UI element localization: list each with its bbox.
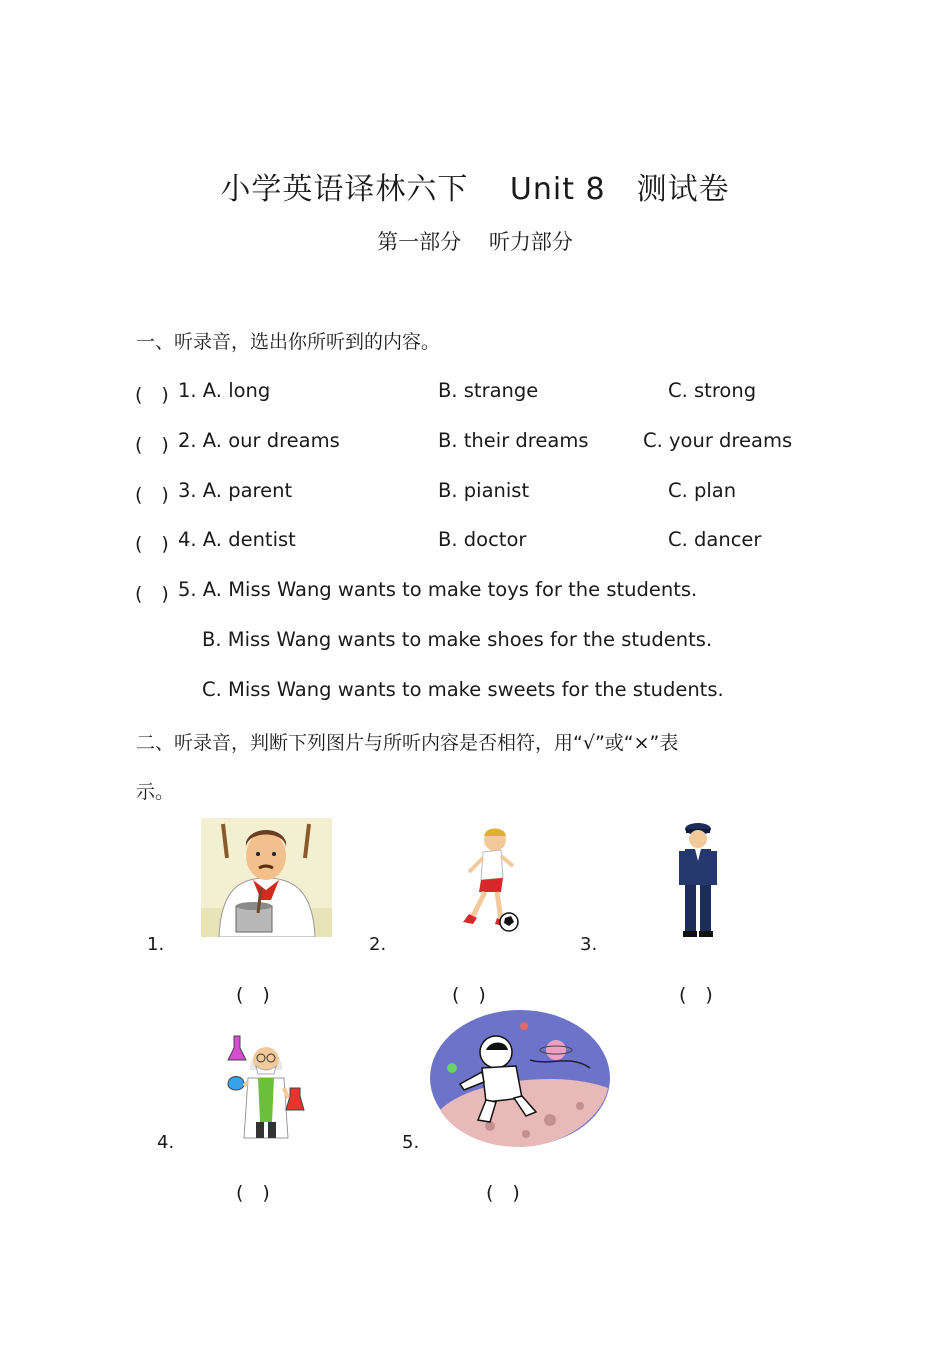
picture-3-number: 3.: [580, 934, 598, 955]
page-subtitle: 第一部分 听力部分: [377, 230, 573, 254]
picture-4-number: 4.: [157, 1132, 175, 1153]
section-2-heading: 二、听录音，判断下列图片与所听内容是否相符，用“√”或“×”表: [136, 732, 679, 754]
picture-1-number: 1.: [147, 934, 165, 955]
answer-bracket[interactable]: ( ): [135, 434, 169, 456]
question-2-option-a: 2. A. our dreams: [178, 429, 340, 452]
section-2-heading-cont: 示。: [136, 781, 175, 803]
question-5-option-b: B. Miss Wang wants to make shoes for the students.: [202, 628, 713, 651]
policeman-picture: [679, 821, 717, 939]
picture-5-answer[interactable]: ( ): [486, 1182, 520, 1204]
question-2-option-b: B. their dreams: [438, 429, 589, 452]
question-1-option-a: 1. A. long: [178, 379, 271, 402]
question-1-option-b: B. strange: [438, 379, 539, 402]
picture-2-answer[interactable]: ( ): [452, 984, 486, 1006]
picture-1-answer[interactable]: ( ): [236, 984, 270, 1006]
picture-2-number: 2.: [369, 934, 387, 955]
question-3-option-c: C. plan: [668, 479, 737, 502]
picture-3-answer[interactable]: ( ): [679, 984, 713, 1006]
question-4-option-b: B. doctor: [438, 528, 527, 551]
question-4-option-a: 4. A. dentist: [178, 528, 296, 551]
question-1-option-c: C. strong: [668, 379, 757, 402]
question-3-option-b: B. pianist: [438, 479, 530, 502]
football-player-picture: [455, 826, 521, 934]
answer-bracket[interactable]: ( ): [135, 583, 169, 605]
section-1-heading: 一、听录音，选出你所听到的内容。: [136, 331, 441, 353]
picture-5-number: 5.: [402, 1132, 420, 1153]
astronaut-picture: [430, 1010, 611, 1147]
answer-bracket[interactable]: ( ): [135, 533, 169, 555]
answer-bracket[interactable]: ( ): [135, 484, 169, 506]
question-4-option-c: C. dancer: [668, 528, 762, 551]
chef-picture: [201, 818, 332, 937]
answer-bracket[interactable]: ( ): [135, 384, 169, 406]
question-3-option-a: 3. A. parent: [178, 479, 293, 502]
page-title: 小学英语译林六下 Unit 8 测试卷: [220, 172, 730, 207]
scientist-picture: [226, 1026, 306, 1144]
question-5-option-c: C. Miss Wang wants to make sweets for the students.: [202, 678, 724, 701]
question-2-option-c: C. your dreams: [643, 429, 793, 452]
question-5-option-a: 5. A. Miss Wang wants to make toys for the students.: [178, 578, 698, 601]
picture-4-answer[interactable]: ( ): [236, 1182, 270, 1204]
